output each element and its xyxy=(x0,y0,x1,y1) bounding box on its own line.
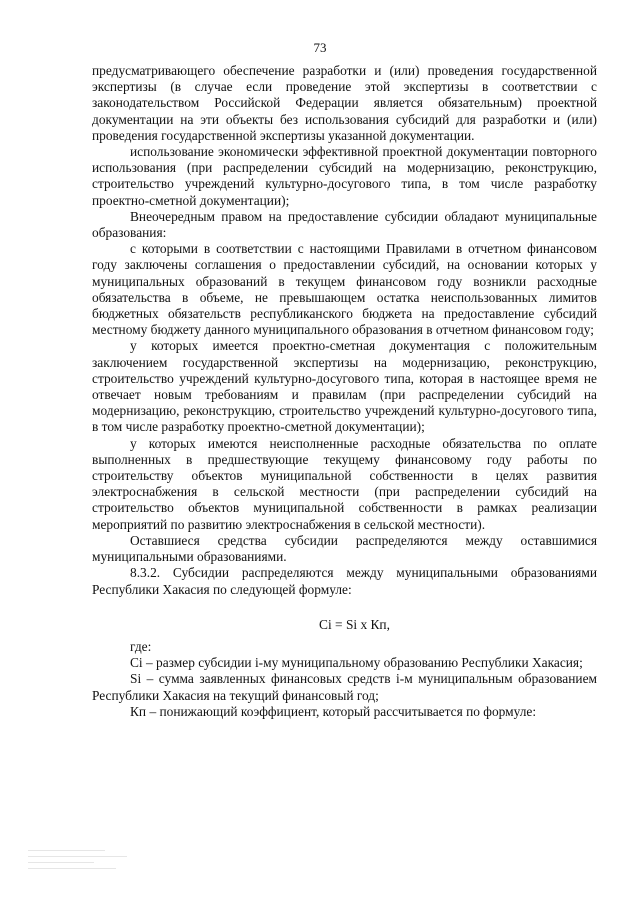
definition-ci: Ci – размер субсидии i-му муниципальному образованию Республики Хакасия; xyxy=(130,655,583,671)
formula-ci: Ci = Si x Кп, xyxy=(319,616,390,632)
paragraph-section-8-3-2: 8.3.2. Субсидии распределяются между муниципальными образованиями Республики Хакасия по следующей формуле: xyxy=(92,565,597,597)
definition-kp: Кп – понижающий коэффициент, который рассчитывается по формуле: xyxy=(130,703,537,719)
scan-artifact xyxy=(28,845,138,885)
paragraph-unfulfilled-obligations: у которых имеются неисполненные расходные обязательства по оплате выполненных в предшествующие текущему финансовому году работы по строительству объектов муниципальной собственности в целях развития электроснабжения в сельской местности (при распределении субсидий на строительство объектов муниципальной собственности в рамках реализации мероприятий по развитию электроснабжения в сельской местности). xyxy=(92,435,597,532)
paragraph-project-documentation: у которых имеется проектно-сметная документация с положительным заключением государственной экспертизы на модернизацию, реконструкцию, строительство учреждений культурно-досугового типа, которая в настоящее время не отвечает новым требованиям и правилам (при распределении субсидий на модернизацию, реконструкцию, строительство учреждений культурно-досугового типа, в том числе разработку проектно-сметной документации); xyxy=(92,338,597,435)
definition-si: Si – сумма заявленных финансовых средств i-м муниципальным образованием Республики Хакасия на текущий финансовый год; xyxy=(92,671,597,703)
paragraph-expertise-continuation: предусматривающего обеспечение разработки и (или) проведения государственной экспертизы (в случае если проведение этой экспертизы в соответствии с законодательством Российской Федерации является обязательным) проектной документации на эти объекты без использования субсидий для разработки и (или) проведения государственной экспертизы указанной документации. xyxy=(92,63,597,143)
paragraph-remaining-funds: Оставшиеся средства субсидии распределяются между оставшимися муниципальными образованиями. xyxy=(92,532,597,565)
paragraph-priority-right: Внеочередным правом на предоставление субсидии обладают муниципальные образования: xyxy=(92,208,597,241)
document-body xyxy=(92,63,597,720)
paragraph-agreements-concluded: с которыми в соответствии с настоящими Правилами в отчетном финансовом году заключены соглашения о предоставлении субсидий, на основании которых у муниципальных образований в текущем финансовом году возникли расходные обязательства в объеме, не превышающем остатка неиспользованных лимитов бюджетных обязательств республиканского бюджета на предоставление субсидий местному бюджету данного муниципального образования в отчетном финансовом году; xyxy=(92,241,597,338)
paragraph-reuse-documentation: использование экономически эффективной проектной документации повторного использования (при распределении субсидий на модернизацию, реконструкцию, строительство учреждений культурно-досугового типа, в том числе разработку проектно-сметной документации); xyxy=(92,144,597,208)
definition-where: где: xyxy=(130,638,152,654)
page-number: 73 xyxy=(313,40,327,55)
